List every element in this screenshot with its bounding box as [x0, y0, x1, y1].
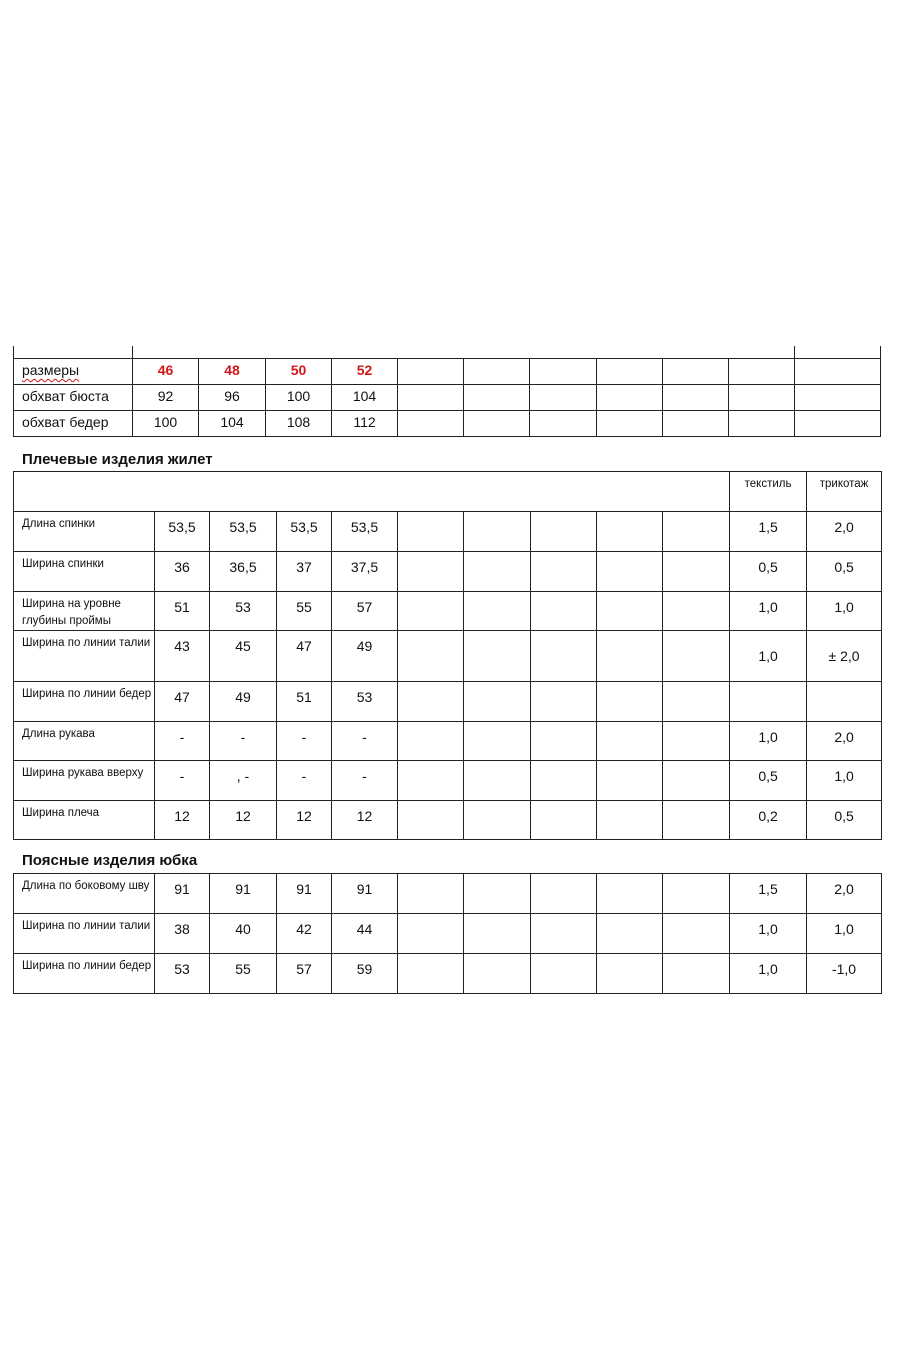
- textile-tolerance: 1,5: [730, 512, 807, 552]
- size-table: [13, 358, 881, 437]
- textile-tolerance: 1,0: [730, 954, 807, 994]
- vest-row: Ширина по линии бедер 47 49 51 53: [14, 682, 882, 722]
- knit-tolerance: 1,0: [807, 914, 882, 954]
- table-cell: 100: [266, 385, 332, 411]
- vest-section-title: Плечевые изделия жилет: [22, 451, 213, 468]
- measure-name: Длина спинки: [14, 512, 155, 552]
- textile-tolerance: 0,5: [730, 552, 807, 592]
- size-52: 52: [332, 359, 398, 385]
- skirt-measurements-table: [13, 873, 882, 994]
- knit-tolerance: 0,5: [807, 552, 882, 592]
- textile-header: текстиль: [730, 472, 807, 512]
- skirt-row: Ширина по линии талии 38 40 42 44 1,0 1,0: [14, 914, 882, 954]
- size-50: 50: [266, 359, 332, 385]
- measure-name: Ширина спинки: [14, 552, 155, 592]
- vest-row: Ширина рукава вверху - , - - - 0,5 1,0: [14, 761, 882, 801]
- measure-name: Ширина плеча: [14, 801, 155, 840]
- hip-label: обхват бедер: [14, 411, 133, 437]
- table-cell: 96: [199, 385, 266, 411]
- textile-tolerance: [730, 682, 807, 722]
- textile-tolerance: 0,5: [730, 761, 807, 801]
- measure-name: Ширина по линии бедер: [14, 954, 155, 994]
- textile-tolerance: 1,5: [730, 874, 807, 914]
- table-cell: 104: [199, 411, 266, 437]
- vest-measurements-table: [13, 471, 882, 840]
- textile-tolerance: 1,0: [730, 722, 807, 761]
- knit-tolerance: 2,0: [807, 722, 882, 761]
- size-label: размеры: [14, 359, 133, 385]
- table-top-stubs: [13, 346, 881, 358]
- vest-row: Ширина на уровне глубины проймы 51 53 55 57 1,0 1,0: [14, 592, 882, 631]
- knit-tolerance: 0,5: [807, 801, 882, 840]
- bust-label: обхват бюста: [14, 385, 133, 411]
- size-46: 46: [133, 359, 199, 385]
- measure-name: Ширина по линии талии: [14, 631, 155, 682]
- vest-row: Длина спинки 53,5 53,5 53,5 53,5 1,5 2,0: [14, 512, 882, 552]
- size-48: 48: [199, 359, 266, 385]
- vest-row: Ширина спинки 36 36,5 37 37,5 0,5 0,5: [14, 552, 882, 592]
- measure-name: Длина рукава: [14, 722, 155, 761]
- vest-row: Ширина по линии талии 43 45 47 49 1,0 ± 2,0: [14, 631, 882, 682]
- measure-name: Ширина на уровне глубины проймы: [14, 592, 155, 631]
- table-cell: 100: [133, 411, 199, 437]
- size-row: [14, 359, 881, 385]
- knit-tolerance: 1,0: [807, 592, 882, 631]
- knit-tolerance: [807, 682, 882, 722]
- textile-tolerance: 0,2: [730, 801, 807, 840]
- vest-header-row: [14, 472, 882, 512]
- skirt-row: Длина по боковому шву 91 91 91 91 1,5 2,0: [14, 874, 882, 914]
- textile-tolerance: 1,0: [730, 631, 807, 682]
- table-cell: 112: [332, 411, 398, 437]
- table-cell: 92: [133, 385, 199, 411]
- skirt-section-title: Поясные изделия юбка: [22, 852, 198, 869]
- hip-row: [14, 411, 881, 437]
- vest-row: Длина рукава - - - - 1,0 2,0: [14, 722, 882, 761]
- knit-tolerance: 2,0: [807, 512, 882, 552]
- knit-tolerance: -1,0: [807, 954, 882, 994]
- textile-tolerance: 1,0: [730, 914, 807, 954]
- textile-tolerance: 1,0: [730, 592, 807, 631]
- measure-name: Ширина рукава вверху: [14, 761, 155, 801]
- knit-tolerance: 1,0: [807, 761, 882, 801]
- vest-row: Ширина плеча 12 12 12 12 0,2 0,5: [14, 801, 882, 840]
- measure-name: Ширина по линии талии: [14, 914, 155, 954]
- measure-name: Ширина по линии бедер: [14, 682, 155, 722]
- knit-header: трикотаж: [807, 472, 882, 512]
- skirt-row: Ширина по линии бедер 53 55 57 59 1,0 -1,0: [14, 954, 882, 994]
- table-cell: 104: [332, 385, 398, 411]
- knit-tolerance: ± 2,0: [807, 631, 882, 682]
- measure-name: Длина по боковому шву: [14, 874, 155, 914]
- bust-row: [14, 385, 881, 411]
- table-cell: 108: [266, 411, 332, 437]
- knit-tolerance: 2,0: [807, 874, 882, 914]
